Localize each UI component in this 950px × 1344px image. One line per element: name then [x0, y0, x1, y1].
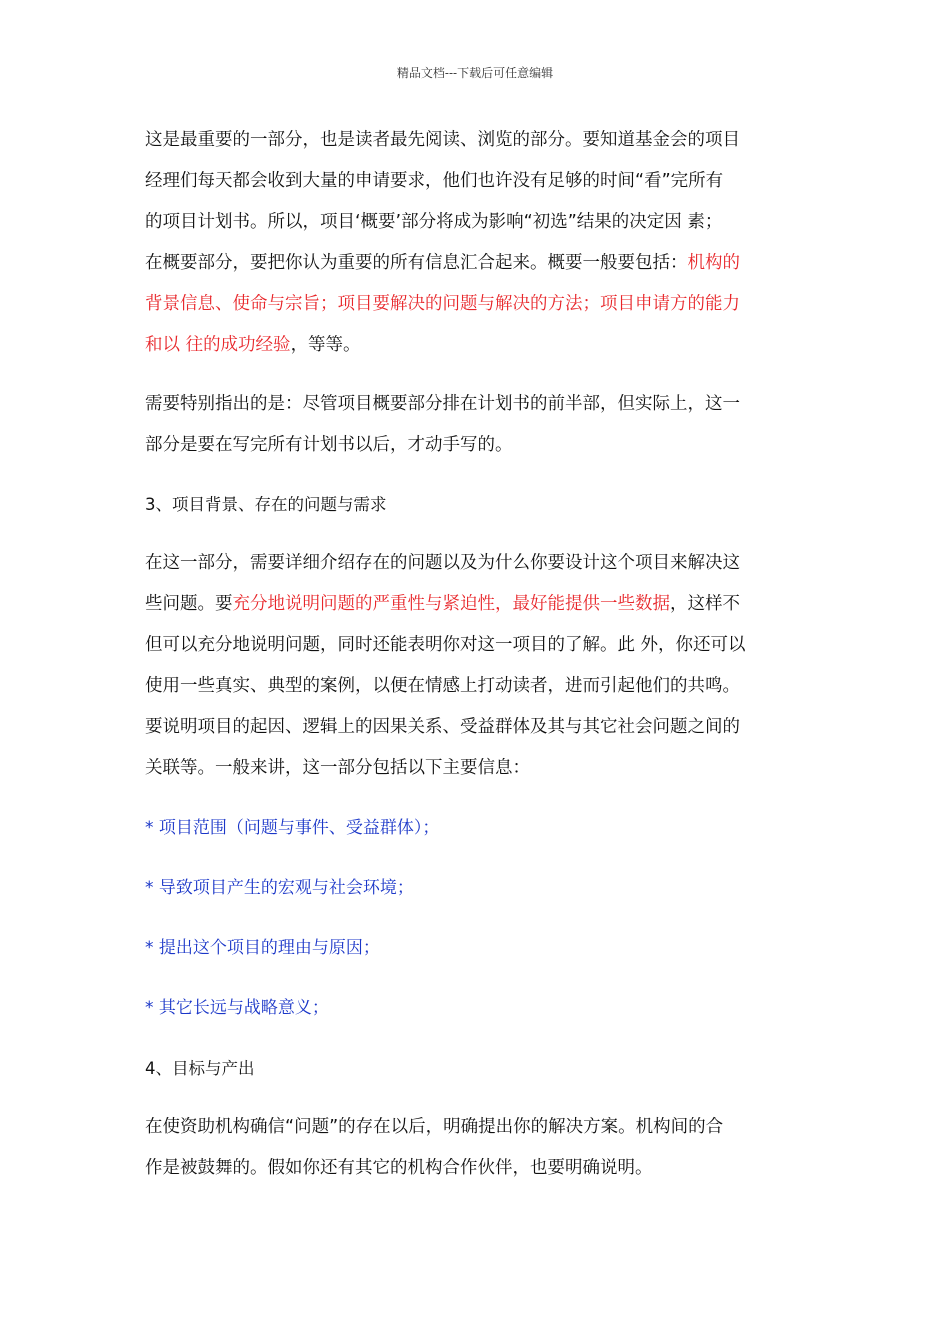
section-heading-3: 3、项目背景、存在的问题与需求	[145, 495, 387, 514]
page-header: 精品文档---下载后可任意编辑	[396, 66, 554, 80]
document-body	[145, 120, 815, 1189]
text-line: 这是最重要的一部分，也是读者最先阅读、浏览的部分。要知道基金会的项目	[145, 130, 740, 150]
text-line: 在使资助机构确信“问题”的存在以后，明确提出你的解决方案。机构间的合	[145, 1117, 724, 1137]
summary-paragraph	[145, 120, 815, 366]
text-line: ，等等。	[290, 335, 361, 355]
text-line: ，这样不	[670, 594, 740, 614]
text-line: 关联等。一般来讲，这一部分包括以下主要信息：	[145, 758, 530, 778]
section-heading-4: 4、目标与产出	[145, 1059, 255, 1078]
background-paragraph	[145, 543, 815, 789]
text-line: 使用一些真实、典型的案例，以便在情感上打动读者，进而引起他们的共鸣。	[145, 676, 740, 696]
goals-paragraph	[145, 1107, 815, 1189]
highlight-text: 背景信息、使命与宗旨；项目要解决的问题与解决的方法；项目申请方的能力	[145, 294, 740, 314]
text-line: 要说明项目的起因、逻辑上的因果关系、受益群体及其与其它社会问题之间的	[145, 717, 740, 737]
text-line: 但可以充分地说明问题，同时还能表明你对这一项目的了解。此 外，你还可以	[145, 635, 746, 655]
note-paragraph	[145, 384, 815, 466]
text-line: 经理们每天都会收到大量的申请要求，他们也许没有足够的时间“看”完所有	[145, 171, 724, 191]
highlight-text: 机构的	[687, 253, 740, 273]
bullet-item: * 导致项目产生的宏观与社会环境；	[145, 878, 414, 898]
bullet-item: * 其它长远与战略意义；	[145, 998, 329, 1018]
text-line: 在这一部分，需要详细介绍存在的问题以及为什么你要设计这个项目来解决这	[145, 553, 740, 573]
text-line: 需要特别指出的是：尽管项目概要部分排在计划书的前半部，但实际上，这一	[145, 394, 740, 414]
text-line: 部分是要在写完所有计划书以后，才动手写的。	[145, 435, 513, 455]
text-line: 作是被鼓舞的。假如你还有其它的机构合作伙伴，也要明确说明。	[145, 1158, 653, 1178]
text-line: 的项目计划书。所以，项目‘概要’部分将成为影响“初选”结果的决定因 素；	[145, 212, 723, 232]
bullet-item: * 提出这个项目的理由与原因；	[145, 938, 380, 958]
highlight-text: 和以 往的成功经验	[145, 335, 291, 355]
bullet-item: * 项目范围（问题与事件、受益群体）；	[145, 818, 440, 838]
text-line: 些问题。要	[145, 594, 233, 614]
text-line: 在概要部分，要把你认为重要的所有信息汇合起来。概要一般要包括：	[145, 253, 688, 273]
highlight-text: 充分地说明问题的严重性与紧迫性，最好能提供一些数据	[232, 594, 670, 614]
